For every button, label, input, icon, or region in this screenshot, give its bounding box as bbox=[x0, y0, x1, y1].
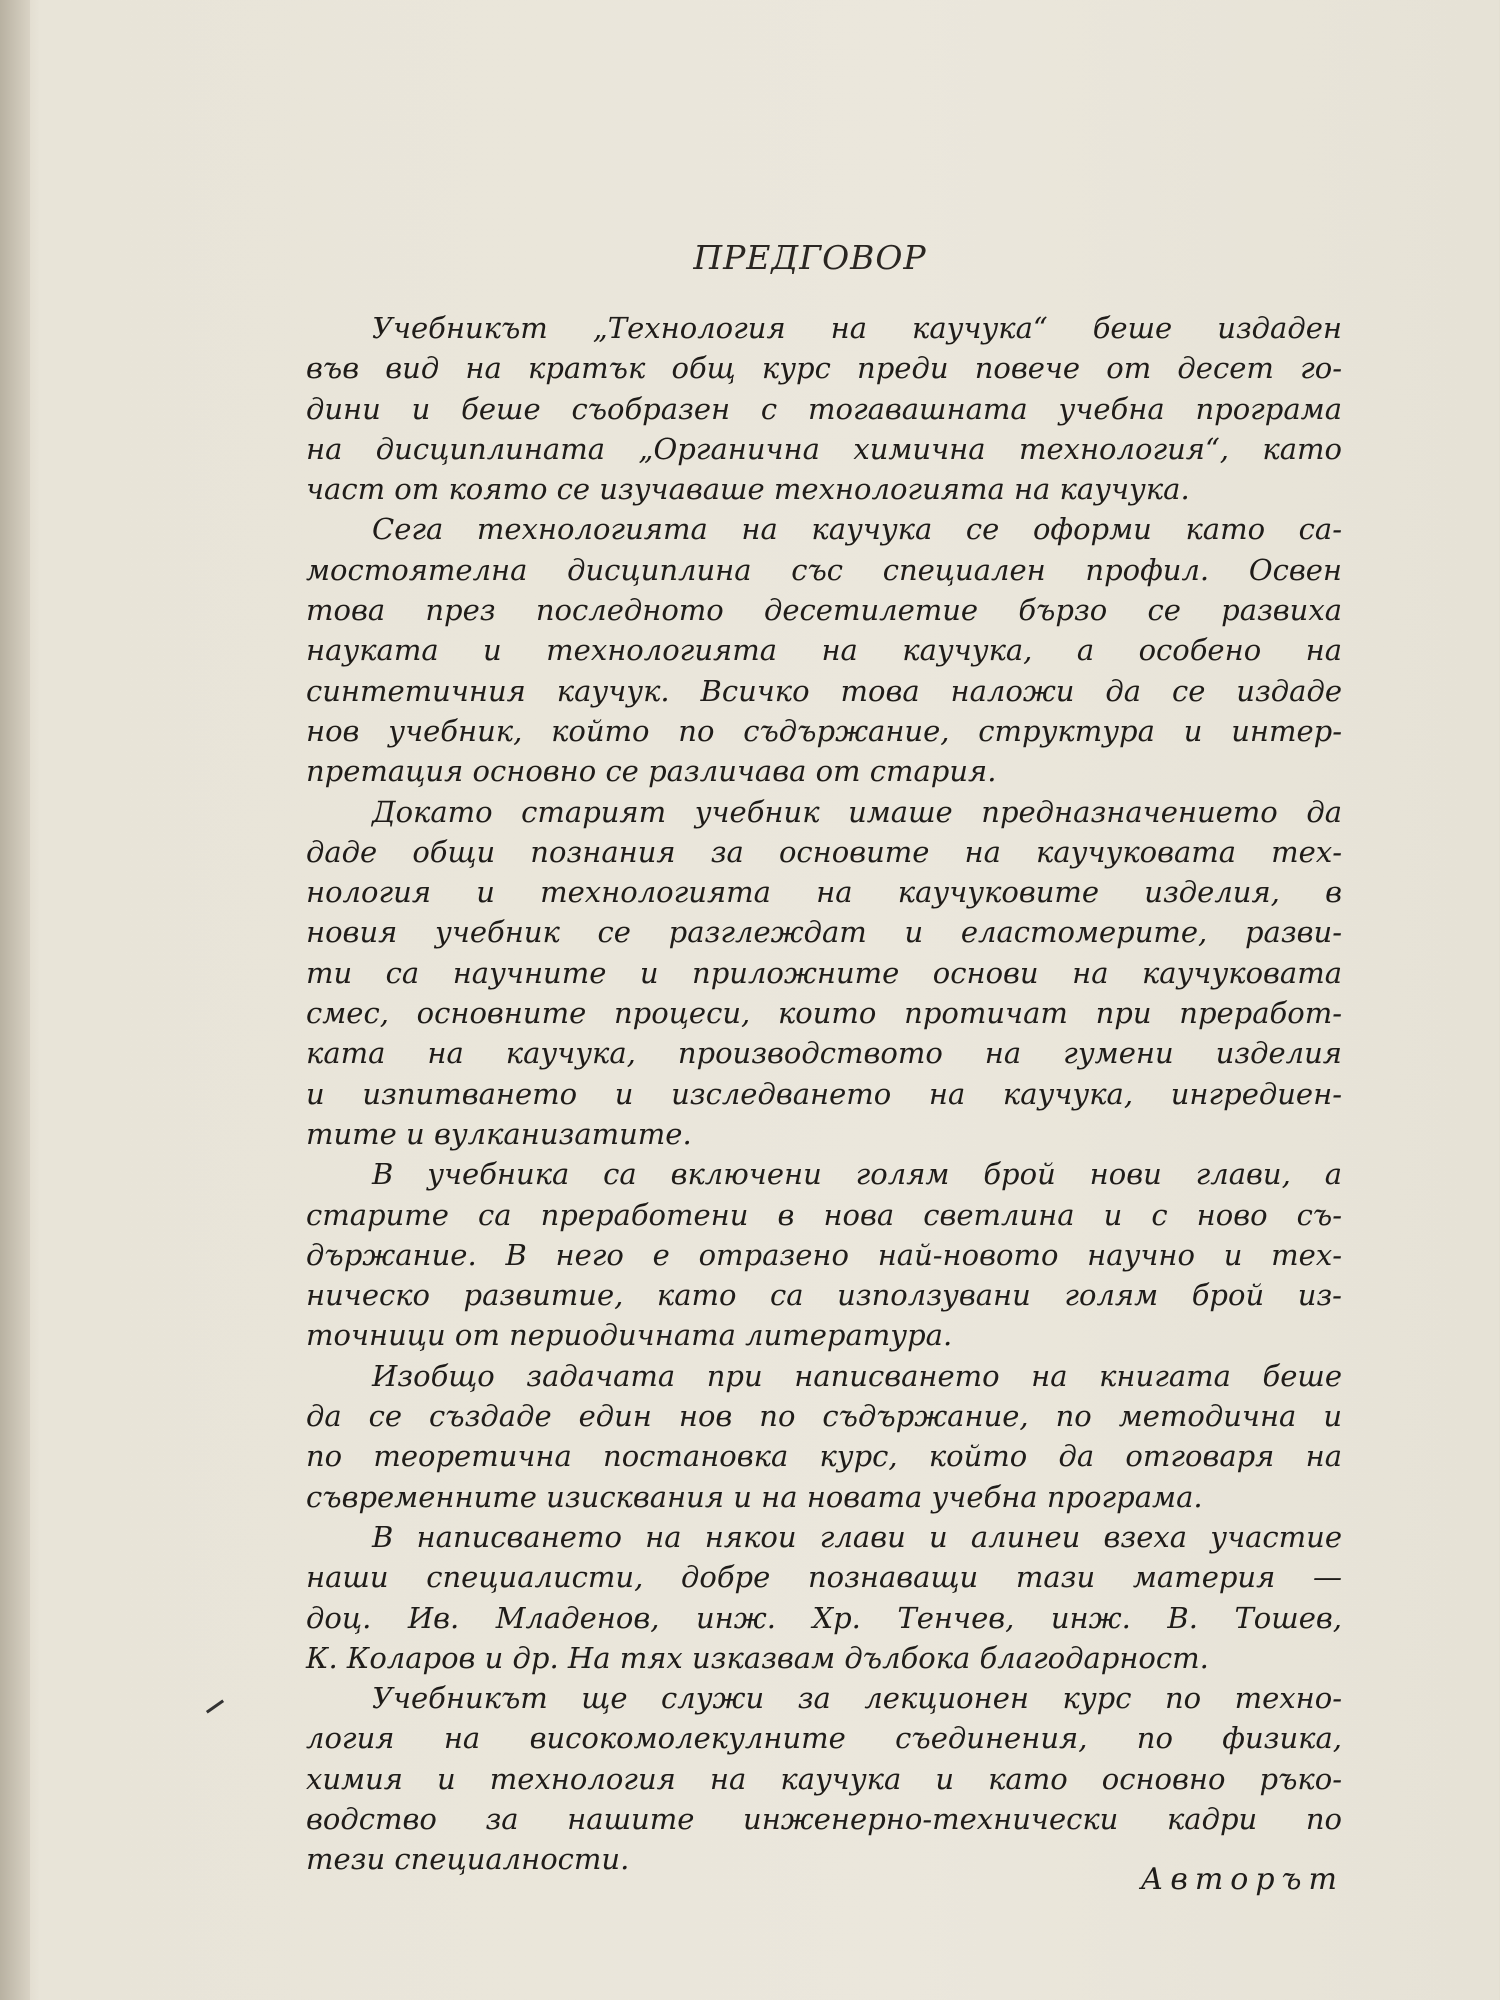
page-title: ПРЕДГОВОР bbox=[693, 238, 927, 277]
text-line: на дисциплината „Органична химична технология“, като bbox=[306, 431, 1342, 466]
text-line: Учебникът ще служи за лекционен курс по техно- bbox=[372, 1681, 1342, 1716]
text-line: ти са научните и приложните основи на каучуковата bbox=[306, 955, 1342, 990]
text-line: дини и беше съобразен с тогавашната учебна програма bbox=[306, 391, 1342, 426]
text-line: синтетичния каучук. Всичко това наложи да се издаде bbox=[306, 673, 1342, 708]
text-line: даде общи познания за основите на каучуковата тех- bbox=[306, 834, 1342, 869]
text-line: тези специалности. bbox=[306, 1842, 630, 1877]
text-line: доц. Ив. Младенов, инж. Хр. Тенчев, инж. В. Тошев, bbox=[306, 1600, 1342, 1635]
author-signature: Авторът bbox=[1140, 1862, 1344, 1897]
text-line: Учебникът „Технология на каучука“ беше издаден bbox=[372, 311, 1342, 345]
text-line: К. Коларов и др. На тях изказвам дълбока благодарност. bbox=[306, 1640, 1209, 1675]
text-line: претация основно се различава от стария. bbox=[306, 754, 997, 789]
text-line: това през последното десетилетие бързо се развиха bbox=[306, 593, 1342, 628]
text-line: водство за нашите инженерно-технически кадри по bbox=[306, 1801, 1342, 1836]
text-line: смес, основните процеси, които протичат при преработ- bbox=[306, 996, 1342, 1031]
text-line: химия и технология на каучука и като основно ръко- bbox=[306, 1761, 1342, 1796]
text-line: В учебника са включени голям брой нови глави, а bbox=[372, 1157, 1342, 1192]
preface-body bbox=[306, 308, 1342, 1880]
text-line: държание. В него е отразено най-новото научно и тех- bbox=[306, 1237, 1342, 1272]
text-line: ническо развитие, като са използувани голям брой из- bbox=[306, 1278, 1342, 1313]
text-line: във вид на кратък общ курс преди повече от десет го- bbox=[306, 351, 1342, 386]
text-line: съвременните изисквания и на новата учебна програма. bbox=[306, 1479, 1203, 1514]
text-line: Сега технологията на каучука се оформи като са- bbox=[372, 512, 1342, 547]
text-line: тите и вулканизатите. bbox=[306, 1116, 692, 1151]
text-line: ката на каучука, производството на гумени изделия bbox=[306, 1036, 1342, 1071]
book-gutter bbox=[0, 0, 30, 2000]
text-line: мостоятелна дисциплина със специален профил. Освен bbox=[306, 552, 1342, 587]
text-line: В написването на някои глави и алинеи взеха участие bbox=[372, 1519, 1342, 1554]
text-line: Изобщо задачата при написването на книгата беше bbox=[372, 1358, 1342, 1393]
text-line: новия учебник се разглеждат и еластомерите, разви- bbox=[306, 915, 1342, 950]
text-line: Докато старият учебник имаше предназначението да bbox=[372, 794, 1342, 829]
text-line: и изпитването и изследването на каучука, ингредиен- bbox=[306, 1076, 1342, 1111]
text-line: да се създаде един нов по съдържание, по методична и bbox=[306, 1399, 1342, 1434]
pencil-mark bbox=[206, 1700, 224, 1714]
text-line: науката и технологията на каучука, а особено на bbox=[306, 633, 1342, 668]
text-line: наши специалисти, добре познаващи тази материя — bbox=[306, 1560, 1342, 1595]
text-line: старите са преработени в нова светлина и с ново съ- bbox=[306, 1197, 1342, 1232]
text-line: част от която се изучаваше технологията на каучука. bbox=[306, 472, 1190, 507]
text-line: нология и технологията на каучуковите изделия, в bbox=[306, 875, 1342, 910]
text-line: логия на високомолекулните съединения, по физика, bbox=[306, 1721, 1342, 1756]
text-line: нов учебник, който по съдържание, структура и интер- bbox=[306, 713, 1342, 748]
text-line: точници от периодичната литература. bbox=[306, 1318, 953, 1353]
text-line: по теоретична постановка курс, който да отговаря на bbox=[306, 1439, 1342, 1474]
